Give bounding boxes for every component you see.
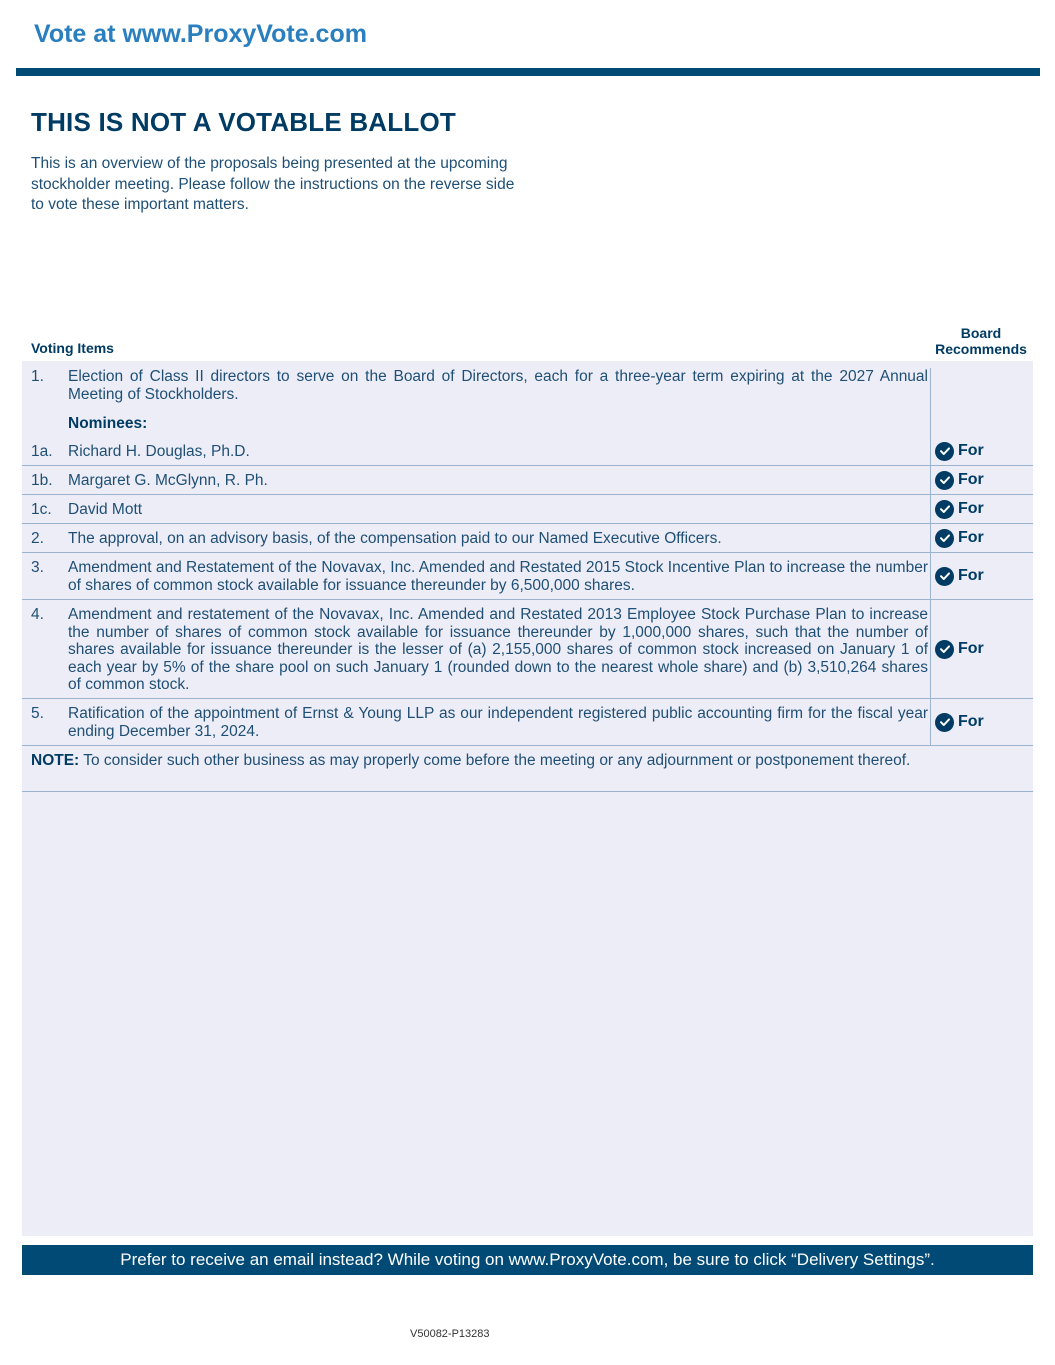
item-text: David Mott	[68, 501, 143, 518]
check-circle-icon	[935, 640, 954, 659]
check-circle-icon	[935, 500, 954, 519]
job-code: V50082-P13283	[410, 1328, 490, 1340]
recommendation-cell	[930, 699, 1033, 745]
recommendation-cell	[930, 495, 1033, 523]
recommendation-cell	[930, 437, 1033, 465]
note-text: To consider such other business as may properly come before the meeting or any adjournment or postponement thereof.	[79, 752, 911, 769]
column-header-voting-items: Voting Items	[31, 340, 114, 356]
voting-item-row	[22, 600, 1033, 699]
voting-item-row	[22, 524, 1033, 553]
recommendation-cell	[930, 466, 1033, 494]
item-text: Amendment and restatement of the Novavax, Inc. Amended and Restated 2013 Employee Stock Purchase Plan to increase the number of shares of common stock available for issuance thereunder by 1,000,000 shares, such that the number of shares available for issuance thereunder is the lesser of (a) 2,155,000 shares of common stock increased on January 1 of each year by 5% of the share pool on such January 1 (rounded down to the nearest whole share) and (b) 3,510,264 shares of common stock.	[68, 606, 928, 693]
recommendation-label: For	[958, 471, 984, 488]
nominees-heading: Nominees:	[68, 415, 148, 432]
item-text: Ratification of the appointment of Ernst & Young LLP as our independent registered public accounting firm for the fiscal year ending December 31, 2024.	[68, 705, 928, 740]
item-text: Election of Class II directors to serve on the Board of Directors, each for a three-year term expiring at the 2027 Annual Meeting of Stockholders.	[68, 368, 928, 403]
recommendation-cell	[930, 524, 1033, 552]
item-number: 4.	[31, 606, 44, 623]
item-text: Margaret G. McGlynn, R. Ph.	[68, 472, 268, 489]
item-number: 1a.	[31, 443, 53, 460]
voting-item-row	[22, 437, 1033, 466]
top-rule	[16, 68, 1040, 76]
check-circle-icon	[935, 442, 954, 461]
voting-item-row	[22, 553, 1033, 600]
item-text: The approval, on an advisory basis, of the compensation paid to our Named Executive Officers.	[68, 530, 722, 547]
voting-item-row	[22, 466, 1033, 495]
recommendation-label: For	[958, 529, 984, 546]
recommendation-label: For	[958, 640, 984, 657]
recommendation-label: For	[958, 567, 984, 584]
recommendation-label: For	[958, 713, 984, 730]
recommendation-cell	[930, 600, 1033, 698]
item-number: 5.	[31, 705, 44, 722]
recommendation-label: For	[958, 442, 984, 459]
recommendation-label: For	[958, 500, 984, 517]
check-circle-icon	[935, 567, 954, 586]
intro-text: This is an overview of the proposals being presented at the upcoming stockholder meeting. Please follow the instructions on the reverse side to vote these important matters.	[31, 155, 515, 213]
page-title: THIS IS NOT A VOTABLE BALLOT	[31, 107, 456, 137]
item-text: Amendment and Restatement of the Novavax, Inc. Amended and Restated 2015 Stock Incentive Plan to increase the number of shares of common stock available for issuance thereunder by 6,500,000 shares.	[68, 559, 928, 594]
item-number: 2.	[31, 530, 44, 547]
check-circle-icon	[935, 529, 954, 548]
column-header-board-line2: Recommends	[935, 341, 1027, 357]
voting-item-row	[22, 415, 1033, 437]
item-number: 3.	[31, 559, 44, 576]
note-rule	[22, 791, 1033, 792]
item-number: 1b.	[31, 472, 53, 489]
note	[31, 752, 923, 770]
vote-url-heading: Vote at www.ProxyVote.com	[34, 20, 367, 48]
recommendation-cell	[930, 553, 1033, 599]
email-delivery-banner: Prefer to receive an email instead? While voting on www.ProxyVote.com, be sure to click “Delivery Settings”.	[22, 1245, 1033, 1275]
item-number: 1.	[31, 368, 44, 385]
note-label: NOTE:	[31, 752, 80, 769]
voting-item-row	[22, 699, 1033, 746]
item-text: Richard H. Douglas, Ph.D.	[68, 443, 250, 460]
column-header-board-recommends	[930, 325, 1032, 357]
item-number	[22, 415, 68, 437]
item-number: 1c.	[31, 501, 52, 518]
column-header-board-line1: Board	[960, 325, 1002, 341]
check-circle-icon	[935, 713, 954, 732]
check-circle-icon	[935, 471, 954, 490]
voting-item-row	[22, 495, 1033, 524]
